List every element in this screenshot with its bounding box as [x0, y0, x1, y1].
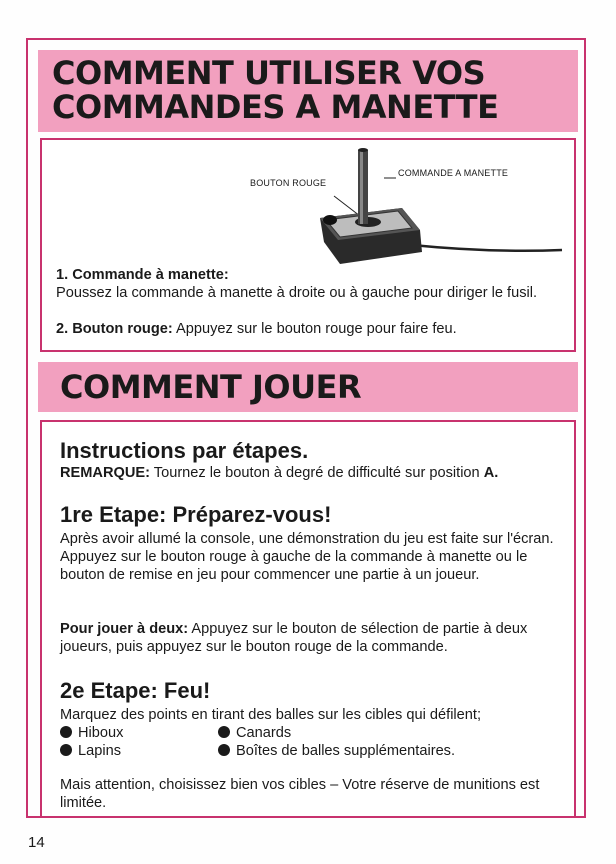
- control-item1-title: [56, 266, 229, 284]
- control-item2-text: Appuyez sur le bouton rouge pour faire feu.: [172, 321, 457, 337]
- step1-heading: 1re Etape: Préparez-vous!: [60, 502, 332, 527]
- bullet-icon: [218, 744, 230, 756]
- page-number: 14: [28, 834, 45, 851]
- note-position: A.: [483, 465, 499, 481]
- target-item: Boîtes de balles supplémentaires.: [218, 742, 455, 760]
- label-red-button: BOUTON ROUGE: [250, 178, 327, 188]
- bullet-icon: [60, 726, 72, 738]
- label-joystick: COMMANDE A MANETTE: [398, 168, 509, 178]
- target-item: Hiboux: [60, 724, 123, 742]
- bullet-icon: [60, 744, 72, 756]
- target-item: Lapins: [60, 742, 121, 760]
- warning-text: Mais attention, choisissez bien vos cibles – Votre réserve de munitions est limitée.: [60, 777, 540, 811]
- control-item2-label: 2. Bouton rouge:: [56, 321, 173, 337]
- two-player-label: Pour jouer à deux:: [60, 621, 189, 637]
- controls-box: [40, 138, 576, 352]
- joystick-illustration: [42, 140, 578, 270]
- section-banner-controls: [38, 50, 578, 132]
- note-text: Tournez le bouton à degré de difficulté sur position: [150, 465, 484, 481]
- section-title-play: COMMENT JOUER: [60, 368, 362, 406]
- two-player: [60, 620, 566, 656]
- step2-heading: 2e Etape: Feu!: [60, 678, 211, 703]
- control-item1-label: 1. Commande à manette:: [56, 267, 229, 283]
- two-player-text: Appuyez sur le bouton de sélection de partie à deux joueurs, puis appuyez sur le bouton rouge de la commande.: [60, 621, 528, 655]
- instructions-heading: Instructions par étapes.: [60, 438, 309, 463]
- step2-text: Marquez des points en tirant des balles sur les cibles qui défilent;: [60, 707, 482, 723]
- section-title-line2: COMMANDES A MANETTE: [52, 88, 499, 126]
- section-banner-play: [38, 362, 578, 412]
- note-label: REMARQUE:: [60, 465, 150, 481]
- target-item: Canards: [218, 724, 291, 742]
- instructions-box: [40, 420, 576, 818]
- control-item2: [56, 320, 566, 338]
- note: [60, 464, 570, 482]
- section-title-line1: COMMENT UTILISER VOS: [52, 54, 486, 92]
- bullet-icon: [218, 726, 230, 738]
- step1-text: Après avoir allumé la console, une démonstration du jeu est faite sur l'écran. Appuyez sur le bouton rouge à gauche de la commande à manette ou le bouton de remise en jeu pour commencer une partie à un joueur.: [60, 531, 554, 583]
- control-item1-text: Poussez la commande à manette à droite ou à gauche pour diriger le fusil.: [56, 285, 538, 301]
